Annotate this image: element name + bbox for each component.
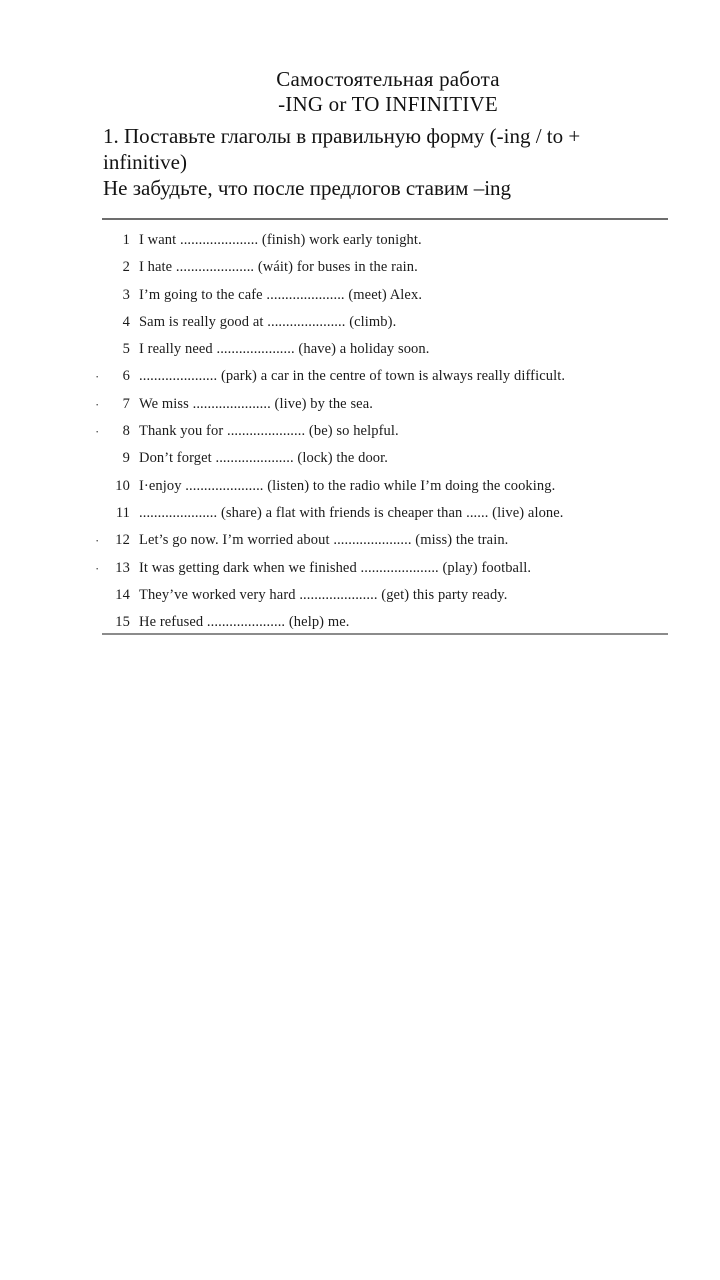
instruction-note: Не забудьте, что после предлогов ставим –ing <box>103 176 512 200</box>
item-text: Sam is really good at ..................... (climb). <box>139 313 397 330</box>
item-number: 8 <box>122 423 130 440</box>
exercise-item <box>0 254 720 281</box>
exercise-item <box>0 336 720 363</box>
scan-dot-mark: · <box>95 533 100 549</box>
exercise-list <box>0 227 720 636</box>
item-text: He refused ..................... (help) me. <box>139 614 350 631</box>
item-number: 1 <box>122 232 130 248</box>
instructions <box>103 123 673 201</box>
item-number: 6 <box>122 368 130 385</box>
item-number: 11 <box>115 504 130 521</box>
exercise-item <box>0 227 720 254</box>
exercise-item <box>0 473 720 500</box>
item-text: I·enjoy ..................... (listen) to the radio while I’m doing the cooking. <box>139 477 556 494</box>
exercise-item <box>0 555 720 582</box>
instruction-line-1: 1. Поставьте глаголы в правильную форму (-ing / to + <box>103 124 581 148</box>
item-number: 12 <box>115 532 130 549</box>
item-text: They’ve worked very hard ..................... (get) this party ready. <box>139 586 508 603</box>
instruction-line-2: infinitive) <box>103 150 187 174</box>
exercise-item <box>0 309 720 336</box>
item-text: ..................... (park) a car in the centre of town is always really difficult. <box>139 368 566 385</box>
exercise-item <box>0 363 720 390</box>
top-divider <box>102 218 668 220</box>
bottom-divider <box>102 633 668 635</box>
doc-subtitle: -ING or TO INFINITIVE <box>278 92 498 116</box>
item-text: I want ..................... (finish) work early tonight. <box>139 232 422 248</box>
item-number: 13 <box>115 559 130 576</box>
item-number: 3 <box>122 286 130 303</box>
item-number: 5 <box>122 341 130 358</box>
item-text: Thank you for ..................... (be) so helpful. <box>139 423 399 440</box>
item-text: Let’s go now. I’m worried about ..................... (miss) the train. <box>139 532 509 549</box>
item-text: It was getting dark when we finished ..................... (play) football. <box>139 559 532 576</box>
item-text: I’m going to the cafe ..................... (meet) Alex. <box>139 286 423 303</box>
scan-dot-mark: · <box>95 396 100 412</box>
scan-dot-mark: · <box>95 424 100 440</box>
exercise-item <box>0 582 720 609</box>
exercise-item <box>0 391 720 418</box>
doc-title: Самостоятельная работа <box>276 67 500 91</box>
item-number: 14 <box>115 586 130 603</box>
exercise-item <box>0 445 720 472</box>
exercise-item <box>0 527 720 554</box>
item-text: I really need ..................... (have) a holiday soon. <box>139 341 430 358</box>
item-text: Don’t forget ..................... (lock) the door. <box>139 450 389 467</box>
item-number: 15 <box>115 614 130 631</box>
item-number: 9 <box>122 450 130 467</box>
item-text: I hate ..................... (wáit) for buses in the rain. <box>139 259 418 276</box>
item-number: 10 <box>115 477 130 494</box>
item-number: 4 <box>122 313 130 330</box>
exercise-item <box>0 282 720 309</box>
item-text: ..................... (share) a flat with friends is cheaper than ...... (live) alone. <box>139 504 564 521</box>
header <box>103 67 673 201</box>
exercise-item <box>0 418 720 445</box>
item-number: 2 <box>122 259 130 276</box>
scan-dot-mark: · <box>95 369 100 385</box>
item-text: We miss ..................... (live) by the sea. <box>139 395 373 412</box>
item-number: 7 <box>122 395 130 412</box>
exercise-item <box>0 500 720 527</box>
scan-dot-mark: · <box>95 560 100 576</box>
